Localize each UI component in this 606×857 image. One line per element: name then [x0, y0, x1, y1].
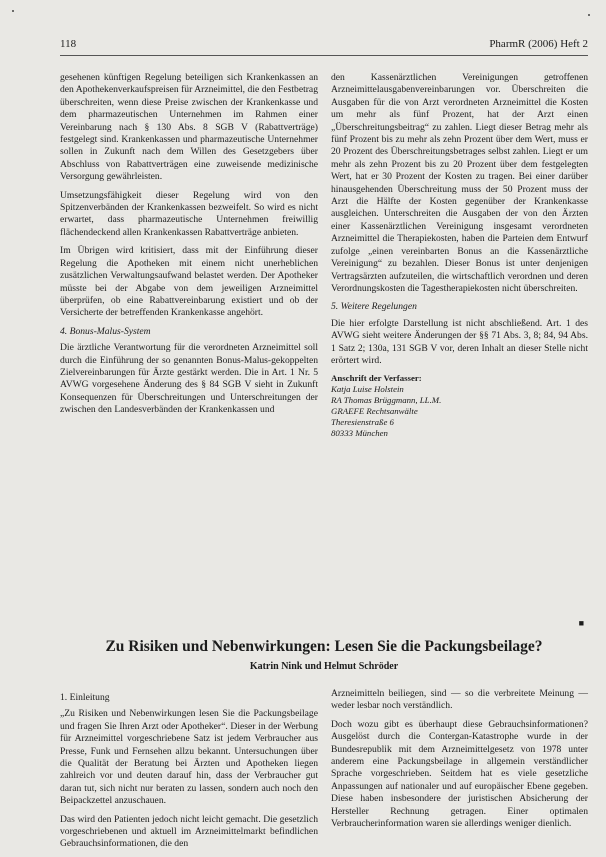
end-of-article-mark: ■	[578, 618, 584, 628]
paragraph: Doch wozu gibt es überhaupt diese Gebrauchsinformationen? Ausgelöst durch die Contergan-Katastrophe wurde in der Bundesrepublik mit dem Arzneimittelgesetz von 1978 unter anderem eine Packungsbeilage in allgemein verständlicher Sprache vorgeschrieben. Seitdem hat es viele gesetzliche Anpassungen auf nationaler und auf europäischer Ebene gegeben. Diese haben insbesondere der juristischen Absicherung der Hersteller Rechnung getragen. Einer optimalen Verbraucherinformation waren sie allerdings weniger dienlich.	[331, 718, 588, 830]
address-line: GRAEFE Rechtsanwälte	[331, 406, 418, 417]
address-line: 80333 München	[331, 428, 388, 439]
header-rule	[60, 55, 588, 56]
paragraph: Die hier erfolgte Darstellung ist nicht abschließend. Art. 1 des AVWG sieht weitere Änderungen der §§ 71 Abs. 3, 8; 84, 94 Abs. 1 Satz 2; 130a, 131 SGB V vor, deren Inhalt an dieser Stelle nicht erörtert wird.	[331, 317, 588, 366]
scan-speck	[588, 14, 590, 16]
scan-speck	[12, 10, 14, 12]
section-heading: 1. Einleitung	[60, 692, 110, 703]
paragraph: Im Übrigen wird kritisiert, dass mit der Einführung dieser Regelung die Apotheken mit einem nicht unerheblichen zusätzlichen Verwaltungsaufwand belastet werden. Der Apotheker müsste bei der Abgabe von dem jeweiligen Arzneimittel überprüfen, ob eine Rabattvereinbarung existiert und ob der Versicherte der betreffenden Krankenkasse angehört.	[60, 245, 318, 319]
article-title: Zu Risiken und Nebenwirkungen: Lesen Sie die Packungsbeilage?	[105, 638, 543, 655]
journal-header: PharmR (2006) Heft 2	[489, 38, 588, 50]
lower-right-column	[331, 688, 588, 836]
paragraph: den Kassenärztlichen Vereinigungen getroffenen Arzneimittelausgabenvereinbarungen vor. Überschreiten die Ausgaben für die von Arzt verordneten Arzneimittel die Kosten um mehr als fünf Prozent, hat der Arzt einen „Überschreitungsbeitrag“ zu zahlen. Liegt dieser Betrag mehr als fünf Prozent bis zu mehr als zehn Prozent über dem Wert, muss er 20 Prozent des Überschreitungsbetrages selbst zahlen. Liegt er um mehr als zehn Prozent bis zu 20 Prozent über dem festgelegten Wert, hat er 30 Prozent der Kosten zu tragen. Bei einer darüber hinausgehenden Überschreitung muss der 50 Prozent muss der Arzt die Hälfte der Kosten gegenüber der Krankenkasse ausgleichen. Unterschreiten die Ausgaben der von den Ärzten einer Kassenärztlichen Vereinigung insgesamt verordneten Arzneimittel die Therapiekosten, haben die Parteien dem Entwurf zufolge „einen vereinbarten Bonus an die Kassenärztliche Vereinigung“ zu bezahlen. Dieser Bonus ist unter denjenigen Vertragsärzten aufzuteilen, die wirtschaftlich verordnen und deren Verordnungskosten die Tagestherapiekosten nicht überschreiten.	[331, 72, 588, 294]
section-heading: 4. Bonus-Malus-System	[60, 325, 151, 337]
paragraph: Die ärztliche Verantwortung für die verordneten Arzneimittel soll durch die Einführung der so genannten Bonus-Malus-gekoppelten Zielvereinbarungen für Ärzte gestärkt werden. Die in Art. 1 Nr. 5 AVWG vorgesehene Änderung des § 84 SGB V sieht in Zukunft Konsequenzen für Überschreitungen und Unterschreitungen der zwischen den Landesverbänden der Krankenkassen und	[60, 342, 318, 416]
address-line: Katja Luise Holstein	[331, 384, 404, 395]
article-authors: Katrin Nink und Helmut Schröder	[249, 661, 399, 672]
address-line: Theresienstraße 6	[331, 417, 394, 428]
paragraph: gesehenen künftigen Regelung beteiligen sich Krankenkassen an den Apothekenverkaufspreisen für Arzneimittel, die den Festbetrag überschreiten, wenn diese Preise zwischen der Krankenkasse und dem pharmazeutischen Unternehmen im Rahmen einer Vereinbarung nach § 130 Abs. 8 SGB V (Rabattverträge) festgelegt sind. Krankenkassen und pharmazeutische Unternehmer sollen in Zukunft nach dem Willen des Gesetzgebers über Abschluss von Rabattverträgen eine zuweisende medizinische Versorgung gewährleisten.	[60, 72, 318, 183]
page-number: 118	[60, 38, 77, 50]
paragraph: „Zu Risiken und Nebenwirkungen lesen Sie die Packungsbeilage und fragen Sie Ihren Arzt oder Apotheker“. Dieser in der Werbung für Arzneimittel vorgeschriebene Satz ist jedem Verbraucher aus Presse, Funk und Fernsehen allzu bekannt. Untersuchungen über die Qualität der Beratung bei Ärzten und Apotheken liegen zahlreich vor und deuten darauf hin, dass der Verbraucher gut daran tut, sich nicht nur beraten zu lassen, sondern auch noch den Beipackzettel anzuschauen.	[60, 708, 318, 807]
upper-left-column	[60, 72, 318, 423]
address-line: RA Thomas Brüggmann, LL.M.	[331, 395, 442, 406]
upper-right-column	[331, 72, 588, 439]
paragraph: Das wird den Patienten jedoch nicht leicht gemacht. Die gesetzlich vorgeschriebenen und aktuell im Arzneimittelmarkt befindlichen Gebrauchsinformationen, die den	[60, 813, 318, 850]
address-heading: Anschrift der Verfasser:	[331, 373, 422, 384]
author-address	[331, 373, 588, 439]
paragraph: Arzneimitteln beiliegen, sind — so die verbreitete Meinung — weder lesbar noch verständlich.	[331, 688, 588, 712]
paragraph: Umsetzungsfähigkeit dieser Regelung wird von den Spitzenverbänden der Krankenkassen bezweifelt. So wird es nicht erwartet, dass pharmazeutische Unternehmen freiwillig flächendeckend allen Krankenkassen Rabattverträge anbieten.	[60, 189, 318, 238]
lower-left-column	[60, 688, 318, 857]
section-heading: 5. Weitere Regelungen	[331, 301, 417, 313]
